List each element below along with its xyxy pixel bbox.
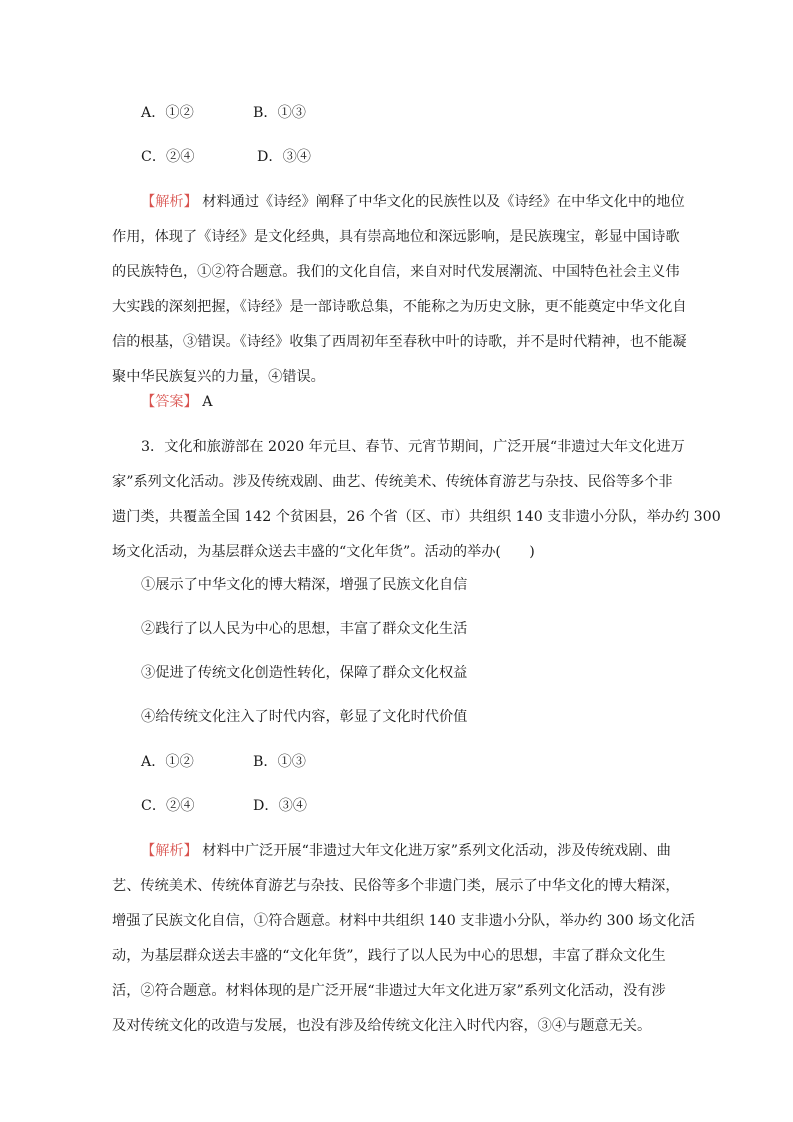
q2-answer bbox=[141, 392, 213, 412]
q3-stem-line-3: 遗门类，共覆盖全国 142 个贫困县，26 个省（区、市）共组织 140 支非遗小分队，举办约 300 bbox=[112, 509, 721, 525]
q2-analysis bbox=[112, 192, 687, 402]
q2-analysis-line-2: 作用，体现了《诗经》是文化经典，具有崇高地位和深远影响，是民族瑰宝，彰显中国诗歌 bbox=[112, 229, 680, 245]
q3-analysis-line-1: 【解析】 材料中广泛开展“非遗过大年文化进万家”系列文化活动，涉及传统戏剧、曲 bbox=[141, 843, 671, 859]
q2-analysis-line-5: 信的根基，③错误。《诗经》收集了西周初年至春秋中叶的诗歌，并不是时代精神，也不能凝 bbox=[112, 334, 687, 350]
q2-option-d: D．③④ bbox=[257, 149, 311, 165]
q3-analysis-line-4: 动，为基层群众送去丰盛的“文化年货”，践行了以人民为中心的思想，丰富了群众文化生 bbox=[112, 948, 666, 964]
q2-option-b: B．①③ bbox=[253, 105, 306, 121]
q3-statement-3: ③促进了传统文化创造性转化，保障了群众文化权益 bbox=[141, 665, 468, 681]
q3-statement-2: ②践行了以人民为中心的思想，丰富了群众文化生活 bbox=[141, 621, 468, 637]
q2-analysis-line-4: 大实践的深刻把握，《诗经》是一部诗歌总集，不能称之为历史文脉，更不能奠定中华文化自 bbox=[112, 299, 687, 315]
q3-option-c: C．②④ bbox=[141, 798, 195, 814]
q2-option-c: C．②④ bbox=[141, 149, 195, 165]
q3-stem-line-1: 3．文化和旅游部在 2020 年元旦、春节、元宵节期间，广泛开展“非遗过大年文化进万 bbox=[141, 439, 685, 455]
q2-analysis-line-1: 【解析】 材料通过《诗经》阐释了中华文化的民族性以及《诗经》在中华文化中的地位 bbox=[141, 194, 685, 210]
analysis-tag: 【解析】 bbox=[141, 194, 198, 210]
q3-option-b: B．①③ bbox=[253, 754, 306, 770]
q3-stem bbox=[112, 437, 721, 577]
q2-option-a: A．①② bbox=[141, 105, 194, 121]
q3-statement-1: ①展示了中华文化的博大精深，增强了民族文化自信 bbox=[141, 577, 468, 593]
q2-analysis-line-3: 的民族特色，①②符合题意。我们的文化自信，来自对时代发展潮流、中国特色社会主义伟 bbox=[112, 264, 680, 280]
q3-analysis bbox=[112, 841, 695, 1051]
q3-stem-line-2: 家”系列文化活动。涉及传统戏剧、曲艺、传统美术、传统体育游艺与杂技、民俗等多个非 bbox=[112, 474, 673, 490]
answer-tag: 【答案】 bbox=[141, 394, 198, 410]
q3-option-d: D．③④ bbox=[253, 798, 307, 814]
analysis-tag: 【解析】 bbox=[141, 843, 198, 859]
q3-statement-4: ④给传统文化注入了时代内容，彰显了文化时代价值 bbox=[141, 709, 468, 725]
q3-stem-line-4: 场文化活动，为基层群众送去丰盛的“文化年货”。活动的举办( ) bbox=[112, 544, 535, 560]
q3-option-a: A．①② bbox=[141, 754, 194, 770]
q2-analysis-line-6: 聚中华民族复兴的力量，④错误。 bbox=[112, 369, 325, 385]
answer-value: A bbox=[202, 394, 213, 410]
q3-analysis-line-3: 增强了民族文化自信，①符合题意。材料中共组织 140 支非遗小分队，举办约 300 场文化活 bbox=[112, 913, 695, 929]
q3-analysis-line-2: 艺、传统美术、传统体育游艺与杂技、民俗等多个非遗门类，展示了中华文化的博大精深， bbox=[112, 878, 680, 894]
q3-analysis-line-5: 活，②符合题意。材料体现的是广泛开展“非遗过大年文化进万家”系列文化活动，没有涉 bbox=[112, 983, 666, 999]
q3-analysis-line-6: 及对传统文化的改造与发展，也没有涉及给传统文化注入时代内容，③④与题意无关。 bbox=[112, 1018, 652, 1034]
